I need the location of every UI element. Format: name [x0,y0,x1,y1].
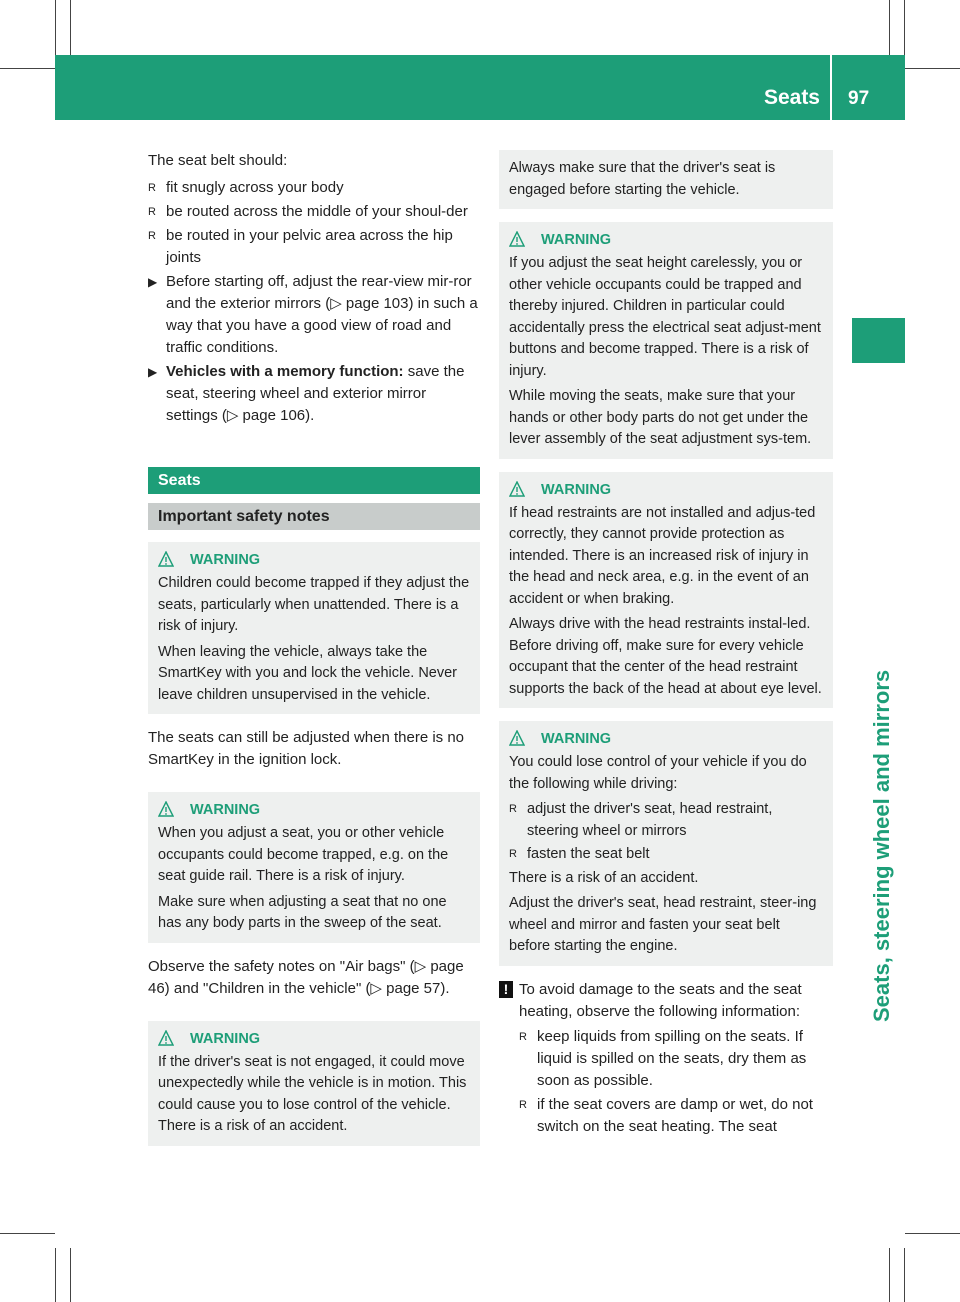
header-section-title: Seats [763,86,820,109]
crop-mark [55,0,56,55]
warning-title: WARNING [509,729,823,751]
warning-box: WARNING If you adjust the seat height carelessly, you or other vehicle occupants could be trapped and thereby injured. Children in particular could accidentally press the electrical seat adjust-ment buttons and become trapped. There is a risk of injury. While moving the seats, make sure that your hands or other body parts do not get under the lever assembly of the seat adjustment sys-tem. [499,222,833,459]
page-number: 97 [848,88,870,109]
bullet-icon: R [148,206,156,218]
step-arrow-icon: ▶ [148,275,158,289]
bullet-icon: R [519,1030,527,1043]
warning-triangle-icon [509,231,525,247]
crop-mark [889,1248,890,1302]
crop-mark [0,1233,55,1234]
warning-title: WARNING [158,800,470,822]
warning-triangle-icon [509,481,525,497]
side-chapter-title-text: Seats, steering wheel and mirrors [869,669,894,1022]
warning-title: WARNING [158,550,470,572]
side-tab [852,318,905,363]
warning-box: WARNING If head restraints are not installed and adjus-ted correctly, they cannot provide protection as intended. There is an increased risk of injury in the head and neck area, e.g. in the event of an accident or when braking. Always drive with the head restraints instal-led. Before driving off, make sure for every vehicle occupant that the center of the head restraint supports the back of the head at about eye level. [499,472,833,709]
exclamation-icon: ! [499,981,513,998]
paragraph: Observe the safety notes on "Air bags" (▷ page 46) and "Children in the vehicle" (▷ page 57). [148,957,464,997]
subsection-heading: Important safety notes [148,503,480,530]
right-column [499,150,833,1140]
crop-mark [904,0,905,55]
paragraph: The seats can still be adjusted when there is no SmartKey in the ignition lock. [148,729,465,768]
header-separator [830,55,832,120]
warning-title: WARNING [509,480,823,502]
note-paragraph: ! To avoid damage to the seats and the seat heating, observe the following information: [499,979,833,1023]
warning-triangle-icon [158,1030,174,1046]
list-item: R keep liquids from spilling on the seats. If liquid is spilled on the seats, dry them as soon as possible. [519,1027,807,1089]
left-column [148,150,480,1159]
step-arrow-icon: ▶ [148,365,158,379]
list-item: R be routed in your pelvic area across the hip joints [148,227,453,266]
bullet-icon: R [509,848,517,860]
warning-title: WARNING [509,230,823,252]
step-item: ▶ Vehicles with a memory function: save the seat, steering wheel and exterior mirror settings (▷ page 106). [148,363,465,424]
crop-mark [904,1248,905,1302]
crop-mark [905,1233,960,1234]
list-item: R if the seat covers are damp or wet, do not switch on the seat heating. The seat [519,1095,813,1135]
crop-mark [70,1248,71,1302]
bullet-icon: R [509,803,517,815]
warning-box: WARNING You could lose control of your vehicle if you do the following while driving: R adjust the driver's seat, head restraint, steering wheel or mirrors R fasten the seat belt There is a risk of an accident. Adjust the driver's seat, head restraint, steer-ing wheel and mirror and fasten your seat belt before starting the engine. [499,721,833,966]
crop-mark [889,0,890,55]
warning-triangle-icon [158,551,174,567]
warning-triangle-icon [158,801,174,817]
bullet-icon: R [519,1098,527,1111]
list-item: R fit snugly across your body [148,177,480,199]
list-item: R fasten the seat belt [509,844,823,866]
warning-triangle-icon [509,730,525,746]
warning-box: WARNING Children could become trapped if they adjust the seats, particularly when unattended. There is a risk of injury. When leaving the vehicle, always take the SmartKey with you and lock the vehicle. Never leave children unsupervised in the vehicle. [148,542,480,714]
bullet-icon: R [148,230,156,242]
crop-mark [55,1248,56,1302]
bullet-icon: R [148,182,156,194]
warning-box: WARNING If the driver's seat is not engaged, it could move unexpectedly while the vehicle is in motion. This could cause you to lose control of the vehicle. There is a risk of an accident. [148,1021,480,1146]
side-chapter-title [860,372,904,1022]
warning-box: WARNING When you adjust a seat, you or other vehicle occupants could become trapped, e.g. on the seat guide rail. There is a risk of injury. Make sure when adjusting a seat that no one has any body parts in the sweep of the seat. [148,792,480,943]
list-item: R be routed across the middle of your shoul-der [148,201,480,223]
section-heading: Seats [148,467,480,494]
list-item: R adjust the driver's seat, head restraint, steering wheel or mirrors [509,801,773,839]
crop-mark [70,0,71,55]
intro-text: The seat belt should: [148,152,288,169]
warning-continuation-box: Always make sure that the driver's seat is engaged before starting the vehicle. [499,150,833,209]
step-item: ▶ Before starting off, adjust the rear-view mir-ror and the exterior mirrors (▷ page 103) in such a way that you have a good view of road and traffic conditions. [148,273,478,356]
warning-title: WARNING [158,1029,470,1051]
